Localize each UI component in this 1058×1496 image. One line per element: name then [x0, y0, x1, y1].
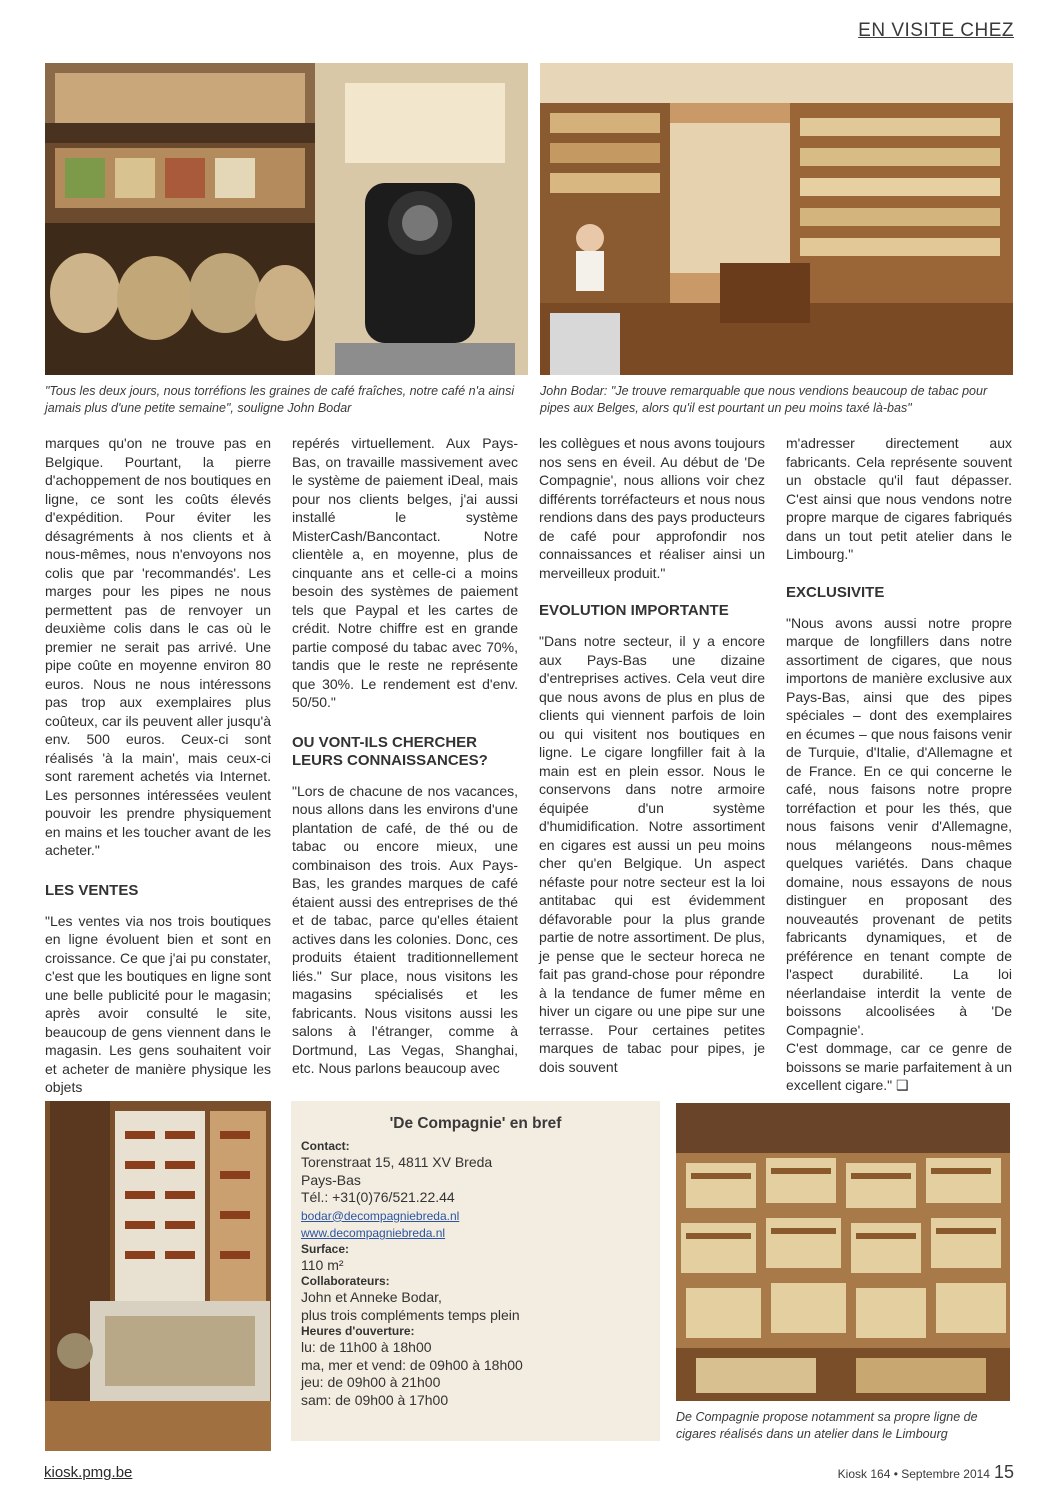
issue-label: Kiosk 164 • Septembre 2014: [837, 1467, 990, 1481]
collaborators-label: Collaborateurs:: [301, 1274, 390, 1288]
roaster-photo-caption: "Tous les deux jours, nous torréfions les graines de café fraîches, notre café n'a ainsi jamais plus d'une petite semaine", souligne John Bodar: [45, 384, 515, 415]
info-box-title: 'De Compagnie' en bref: [389, 1115, 562, 1132]
article-paragraph: repérés virtuellement. Aux Pays-Bas, on travaille massivement avec le système de paiement iDeal, mais pour nos clients belges, j'ai aussi installé le système MisterCash/Bancontact. Notre clientèle a, en moyenne, plus de cinquante ans et celle-ci a moins besoin des systèmes de paiement tels que Paypal et les cartes de crédit. Notre chiffre est en grande partie composé du tabac avec 70%, tandis que le reste ne représente que 30%. Le rendement est d'env. 50/50.": [292, 435, 518, 710]
article-column-4: [786, 434, 1012, 1095]
shop-interior-photo: [540, 63, 1013, 375]
footer-issue: [838, 1462, 1014, 1483]
surface-value: 110 m²: [301, 1256, 344, 1273]
closing-sentence: C'est dommage, car ce genre de boissons se marie parfaitement à un excellent cigare.": [786, 1040, 1012, 1093]
collaborators-line-2: plus trois compléments temps plein: [301, 1306, 520, 1323]
collaborators-line-1: John et Anneke Bodar,: [301, 1289, 442, 1305]
phone-number: Tél.: +31(0)76/521.22.44: [301, 1189, 455, 1205]
end-mark-icon: ❑: [896, 1077, 909, 1093]
pipes-display-photo: [45, 1101, 271, 1451]
website-link[interactable]: www.decompagniebreda.nl: [301, 1226, 446, 1240]
article-paragraph: les collègues et nous avons toujours nos sens en éveil. Au début de 'De Compagnie', nous allions voir chez différents torréfacteurs et nous nous rendions dans des pays producteurs de café pour approfondir nos connaissances et réaliser ainsi un merveilleux produit.": [539, 435, 765, 581]
hours-line: jeu: de 09h00 à 21h00: [301, 1374, 441, 1390]
heading-evolution: EVOLUTION IMPORTANTE: [539, 602, 729, 619]
cigar-boxes-photo: [676, 1103, 1010, 1401]
coffee-roaster-photo: [45, 63, 528, 375]
info-box: [291, 1101, 660, 1441]
article-column-2: [292, 434, 518, 1078]
shop-photo-caption: John Bodar: "Je trouve remarquable que nous vendions beaucoup de tabac pour pipes aux Belges, alors qu'il est pourtant un peu moins taxé là-bas": [540, 384, 988, 415]
hours-label: Heures d'ouverture:: [301, 1324, 415, 1338]
article-paragraph: "Les ventes via nos trois boutiques en ligne évoluent bien et sont en croissance. Ce que j'ai pu constater, c'est que les boutiques en ligne sont une belle publicité pour le magasin; après avoir consulté le site, beaucoup de gens viennent dans le magasin. Les gens souhaitent voir et acheter de manière physique les objets: [45, 912, 271, 1095]
address-line-2: Pays-Bas: [301, 1171, 361, 1188]
page-number: 15: [993, 1462, 1014, 1482]
article-paragraph: marques qu'on ne trouve pas en Belgique. Pourtant, la pierre d'achoppement de nos boutiques en ligne, ce sont les coûts élevés d'expédition. Pour éviter les désagréments à nos clients et à nous-mêmes, nous n'envoyons nos colis que par 'recommandés'. Les marges pour les pipes ne nous permettent pas de renvoyer un deuxième colis dans le cas où le premier ne serait pas arrivé. Une pipe coûte en moyenne environ 80 euros. Nous ne nous intéressons pas trop aux exemplaires plus coûteux, car ils peuvent aller jusqu'à env. 500 euros. Ceux-ci sont réalisés 'à la main', mais ceux-ci sont rarement achetés via Internet. Les personnes intéressées veulent pouvoir les prendre physiquement en mains et les toucher avant de les acheter.": [45, 435, 271, 858]
heading-exclusivite: EXCLUSIVITE: [786, 583, 885, 601]
heading-les-ventes: LES VENTES: [45, 881, 139, 899]
section-header: EN VISITE CHEZ: [858, 20, 1014, 41]
article-paragraph: "Dans notre secteur, il y a encore aux Pays-Bas une dizaine d'entreprises actives. Cela veut dire que nous avons de plus en plus de clients qui viennent parfois de loin ou qui visitent nos boutiques en ligne. Le cigare longfiller fait à la main est en plein essor. Nous le conservons dans notre armoire équipée d'un système d'humidification. Notre assortiment en cigares est aussi un peu moins cher qu'en Belgique. Un aspect néfaste pour notre secteur est la loi antitabac qui est évidemment défavorable pour la plus grande partie de notre assortiment. De plus, je pense que le secteur horeca ne fait pas grand-chose pour répondre à la tendance de fumer même en hiver un cigare ou une pipe sur une terrasse. Pour certaines petites marques de tabac pour pipes, je dois souvent: [539, 633, 765, 1075]
article-column-1: [45, 434, 271, 1097]
hours-line: ma, mer et vend: de 09h00 à 18h00: [301, 1356, 523, 1373]
contact-label: Contact:: [301, 1139, 350, 1153]
hours-line: sam: de 09h00 à 17h00: [301, 1391, 449, 1408]
article-paragraph: "Nous avons aussi notre propre marque de longfillers dans notre assortiment de cigares, que nous importons de manière exclusive aux Pays-Bas, ainsi que des pipes spéciales – dont des exemplaires en écumes – que nous faisons venir de Turquie, d'Italie, d'Allemagne et de France. En ce qui concerne le café, nous faisons notre propre torréfaction et pour les thés, que nous faisons venir d'Allemagne, nous mélangeons nous-mêmes quelques variétés. Dans chaque domaine, nous essayons de nous distinguer en proposant des nouveautés provenant de petits fabricants dynamiques, et de préférence en tenant compte de l'aspect durabilité. La loi néerlandaise interdit la vente de boissons alcoolisées à 'De Compagnie'.: [786, 614, 1012, 1038]
email-link[interactable]: bodar@decompagniebreda.nl: [301, 1208, 460, 1223]
article-column-3: [539, 434, 765, 1076]
article-paragraph: m'adresser directement aux fabricants. Cela représente souvent un obstacle qu'il faut dépasser. C'est ainsi que nous vendons notre propre marque de cigares fabriqués dans un tout petit atelier dans le Limbourg.": [786, 435, 1012, 562]
heading-connaissances: OU VONT-ILS CHERCHER LEURS CONNAISSANCES?: [292, 733, 488, 769]
cigar-photo-caption: De Compagnie propose notamment sa propre ligne de cigares réalisés dans un atelier dans le Limbourg: [676, 1410, 978, 1441]
hours-line: lu: de 11h00 à 18h00: [301, 1339, 432, 1355]
article-paragraph: "Lors de chacune de nos vacances, nous allons dans les environs d'une plantation de café, de thé ou de tabac ou encore mieux, une combinaison des trois. Aux Pays-Bas, les grandes marques de café étaient aussi des entreprises de thé et de tabac, parce qu'elles étaient actives dans les colonies. Donc, ces produits étaient traditionnellement liés." Sur place, nous visitons les magasins spécialisés et les fabricants. Nous visitons aussi les salons à l'étranger, comme à Dortmund, Las Vegas, Shanghai, etc. Nous parlons beaucoup avec: [292, 782, 518, 1076]
footer-site-link[interactable]: kiosk.pmg.be: [44, 1464, 133, 1481]
article-paragraph: [786, 1039, 1012, 1095]
surface-label: Surface:: [301, 1241, 350, 1256]
address-line-1: Torenstraat 15, 4811 XV Breda: [301, 1154, 493, 1170]
